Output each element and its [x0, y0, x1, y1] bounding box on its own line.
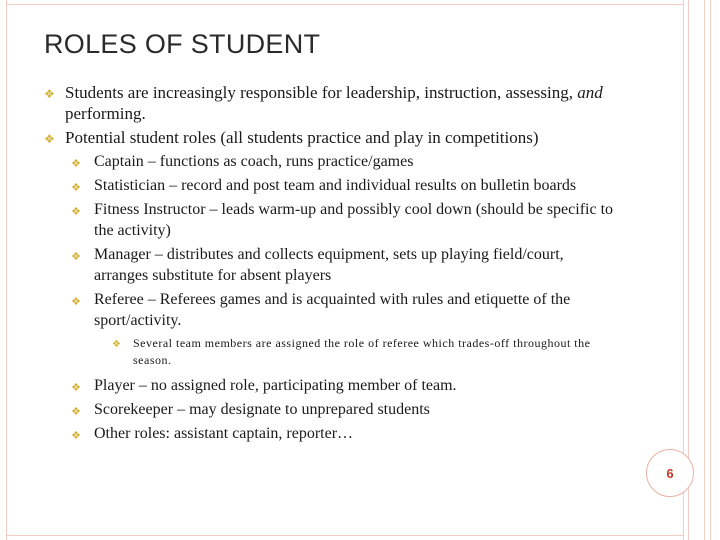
diamond-bullet-icon: ❖ [44, 87, 55, 101]
role-text: Statistician – record and post team and individual results on bulletin boards [94, 177, 577, 194]
role-text: Manager – distributes and collects equipment, sets up playing field/court, arranges substitute for absent players [94, 246, 564, 284]
role-item-manager [44, 244, 614, 286]
bullet-point-responsibilities [44, 82, 614, 124]
point-text: Students are increasingly responsible for leadership, instruction, assessing, [65, 83, 578, 102]
role-text: Fitness Instructor – leads warm-up and possibly cool down (should be specific to the activity) [94, 201, 614, 239]
diamond-bullet-icon: ❖ [71, 405, 81, 418]
referee-note [44, 335, 614, 369]
role-item-statistician [44, 175, 614, 196]
point-text: Potential student roles (all students practice and play in competitions) [65, 128, 539, 147]
note-text: Several team members are assigned the role of referee which trades-off throughout the season. [133, 336, 591, 367]
diamond-bullet-icon: ❖ [71, 157, 81, 170]
page-number-badge: 6 [646, 449, 694, 497]
role-item-other-roles [44, 423, 614, 444]
role-item-player [44, 375, 614, 396]
role-text: Player – no assigned role, participating member of team. [94, 377, 457, 394]
role-text: Scorekeeper – may designate to unprepared students [94, 401, 430, 418]
diamond-bullet-icon: ❖ [112, 339, 122, 350]
role-item-referee [44, 289, 614, 331]
role-text: Captain – functions as coach, runs practice/games [94, 153, 414, 170]
diamond-bullet-icon: ❖ [44, 132, 55, 146]
diamond-bullet-icon: ❖ [71, 381, 81, 394]
frame-line-bottom [6, 535, 684, 536]
bullet-point-potential-roles [44, 127, 614, 148]
point-emphasis: and [577, 83, 603, 102]
diamond-bullet-icon: ❖ [71, 250, 81, 263]
frame-line-right-4 [710, 0, 711, 540]
diamond-bullet-icon: ❖ [71, 429, 81, 442]
frame-line-right-3 [704, 0, 705, 540]
frame-line-top [6, 4, 684, 5]
point-text-end: performing. [65, 104, 146, 123]
diamond-bullet-icon: ❖ [71, 181, 81, 194]
slide-title: ROLES OF STUDENT [44, 29, 321, 59]
role-item-captain [44, 151, 614, 172]
slide-content [44, 82, 614, 447]
role-text: Other roles: assistant captain, reporter… [94, 425, 354, 442]
role-text: Referee – Referees games and is acquainted with rules and etiquette of the sport/activity. [94, 291, 571, 329]
role-item-fitness-instructor [44, 199, 614, 241]
frame-line-left [6, 0, 7, 540]
diamond-bullet-icon: ❖ [71, 295, 81, 308]
diamond-bullet-icon: ❖ [71, 205, 81, 218]
role-item-scorekeeper [44, 399, 614, 420]
